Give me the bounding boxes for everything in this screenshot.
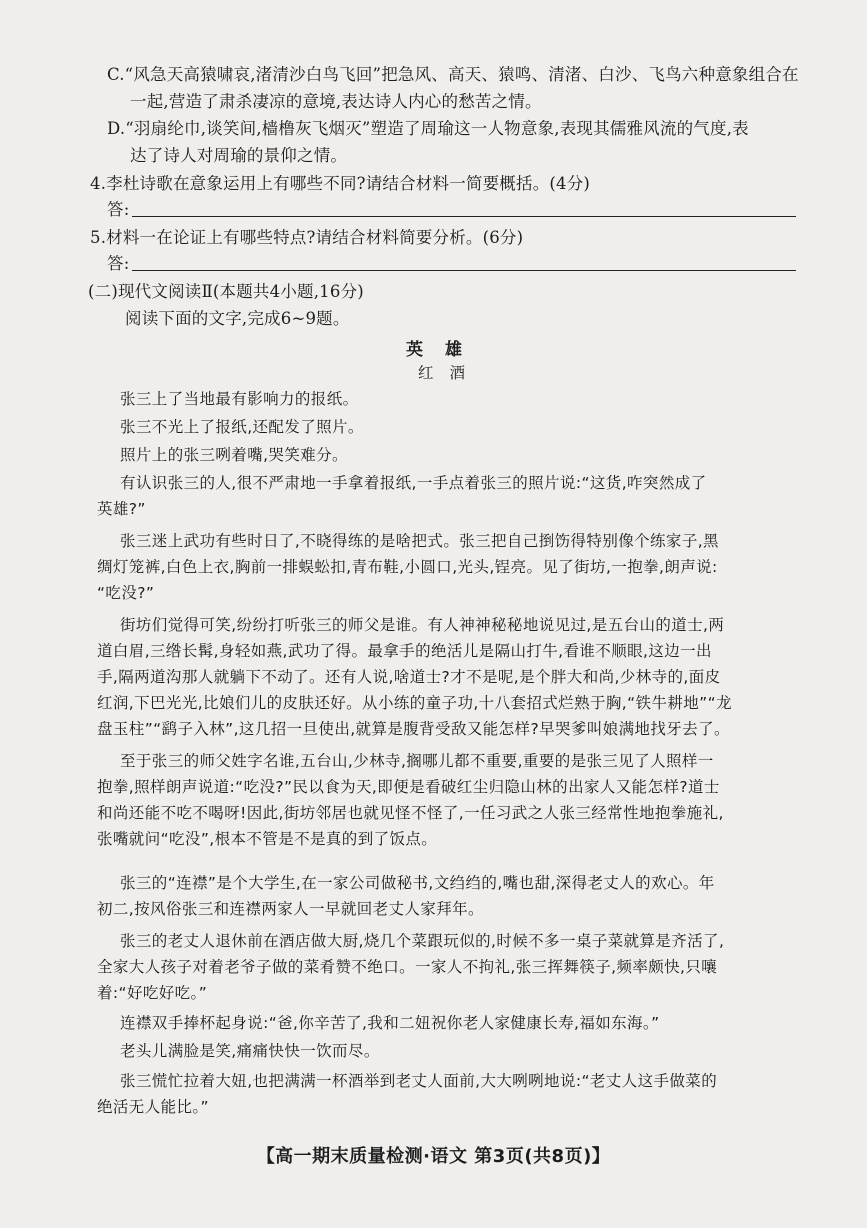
story-line-26: 绝活无人能比。”	[97, 1098, 209, 1116]
story-line-2: 张三不光上了报纸,还配发了照片。	[120, 418, 364, 436]
story-line-16: 和尚还能不吃不喝呀!因此,街坊邻居也就见怪不怪了,一任习武之人张三经常性地抱拳施礼,	[97, 804, 724, 822]
story-line-20: 张三的老丈人退休前在酒店做大厨,烧几个菜跟玩似的,时候不多一桌子菜就算是齐活了,	[120, 932, 725, 950]
story-line-18: 张三的“连襟”是个大学生,在一家公司做秘书,文绉绉的,嘴也甜,深得老丈人的欢心。年	[120, 874, 715, 892]
story-line-1: 张三上了当地最有影响力的报纸。	[120, 390, 359, 408]
story-author: 红酒	[418, 364, 482, 382]
story-line-13: 盘玉柱”“鹞子入林”,这几招一旦使出,就算是腹背受敌又能怎样?早哭爹叫娘满地找牙去了。	[97, 720, 730, 738]
story-line-8: “吃没?”	[97, 584, 155, 602]
story-line-3: 照片上的张三咧着嘴,哭笑难分。	[120, 446, 348, 464]
story-line-9: 街坊们觉得可笑,纷纷打听张三的师父是谁。有人神神秘秘地说见过,是五台山的道士,两	[120, 616, 725, 634]
story-line-6: 张三迷上武功有些时日了,不晓得练的是啥把式。张三把自己捯饬得特别像个练家子,黑	[120, 532, 719, 550]
option-d-line-2: 达了诗人对周瑜的景仰之情。	[130, 146, 348, 165]
story-line-22: 着:“好吃好吃。”	[97, 984, 208, 1002]
question-5-answer-line[interactable]	[132, 270, 796, 271]
story-title: 英雄	[406, 340, 484, 360]
question-4-answer-line[interactable]	[132, 216, 796, 217]
story-line-5: 英雄?”	[97, 500, 146, 518]
story-line-10: 道白眉,三绺长髯,身轻如燕,武功了得。最拿手的绝活儿是隔山打牛,看谁不顺眼,这边一出	[97, 642, 712, 660]
question-5: 5.材料一在论证上有哪些特点?请结合材料简要分析。(6分)	[90, 228, 524, 247]
section-heading: (二)现代文阅读Ⅱ(本题共4小题,16分)	[88, 282, 364, 301]
story-line-14: 至于张三的师父姓字名谁,五台山,少林寺,搁哪儿都不重要,重要的是张三见了人照样一	[120, 752, 714, 770]
story-line-23: 连襟双手捧杯起身说:“爸,你辛苦了,我和二妞祝你老人家健康长寿,福如东海。”	[120, 1014, 660, 1032]
question-4-answer-label: 答:	[107, 200, 130, 219]
option-d-line-1: D.“羽扇纶巾,谈笑间,樯橹灰飞烟灭”塑造了周瑜这一人物意象,表现其儒雅风流的气度,表	[107, 119, 749, 138]
option-c-line-2: 一起,营造了肃杀凄凉的意境,表达诗人内心的愁苦之情。	[130, 92, 542, 111]
question-4: 4.李杜诗歌在意象运用上有哪些不同?请结合材料一简要概括。(4分)	[90, 174, 591, 193]
page-footer: 【高一期末质量检测·语文 第3页(共8页)】	[256, 1146, 611, 1167]
story-line-19: 初二,按风俗张三和连襟两家人一早就回老丈人家拜年。	[97, 900, 484, 918]
story-line-12: 红润,下巴光光,比娘们儿的皮肤还好。从小练的童子功,十八套招式烂熟于胸,“铁牛耕地”“龙	[97, 694, 732, 712]
story-line-7: 绸灯笼裤,白色上衣,胸前一排蜈蚣扣,青布鞋,小圆口,光头,锃亮。见了街坊,一抱拳,朗声说:	[97, 558, 718, 576]
story-line-24: 老头儿满脸是笑,痛痛快快一饮而尽。	[120, 1042, 380, 1060]
question-5-answer-label: 答:	[107, 254, 130, 273]
option-c-line-1: C.“风急天高猿啸哀,渚清沙白鸟飞回”把急风、高天、猿鸣、清渚、白沙、飞鸟六种意象组合在	[107, 65, 799, 84]
story-line-25: 张三慌忙拉着大妞,也把满满一杯酒举到老丈人面前,大大咧咧地说:“老丈人这手做菜的	[120, 1072, 718, 1090]
section-instruction: 阅读下面的文字,完成6~9题。	[125, 309, 350, 328]
story-line-15: 抱拳,照样朗声说道:“吃没?”民以食为天,即便是看破红尘归隐山林的出家人又能怎样?道士	[97, 778, 720, 796]
story-line-4: 有认识张三的人,很不严肃地一手拿着报纸,一手点着张三的照片说:“这货,咋突然成了	[120, 474, 707, 492]
story-line-21: 全家大人孩子对着老爷子做的菜肴赞不绝口。一家人不拘礼,张三挥舞筷子,频率颇快,只嚷	[97, 958, 718, 976]
story-line-11: 手,隔两道沟那人就躺下不动了。还有人说,啥道士?才不是呢,是个胖大和尚,少林寺的,面皮	[97, 668, 721, 686]
story-line-17: 张嘴就问“吃没”,根本不管是不是真的到了饭点。	[97, 830, 438, 848]
